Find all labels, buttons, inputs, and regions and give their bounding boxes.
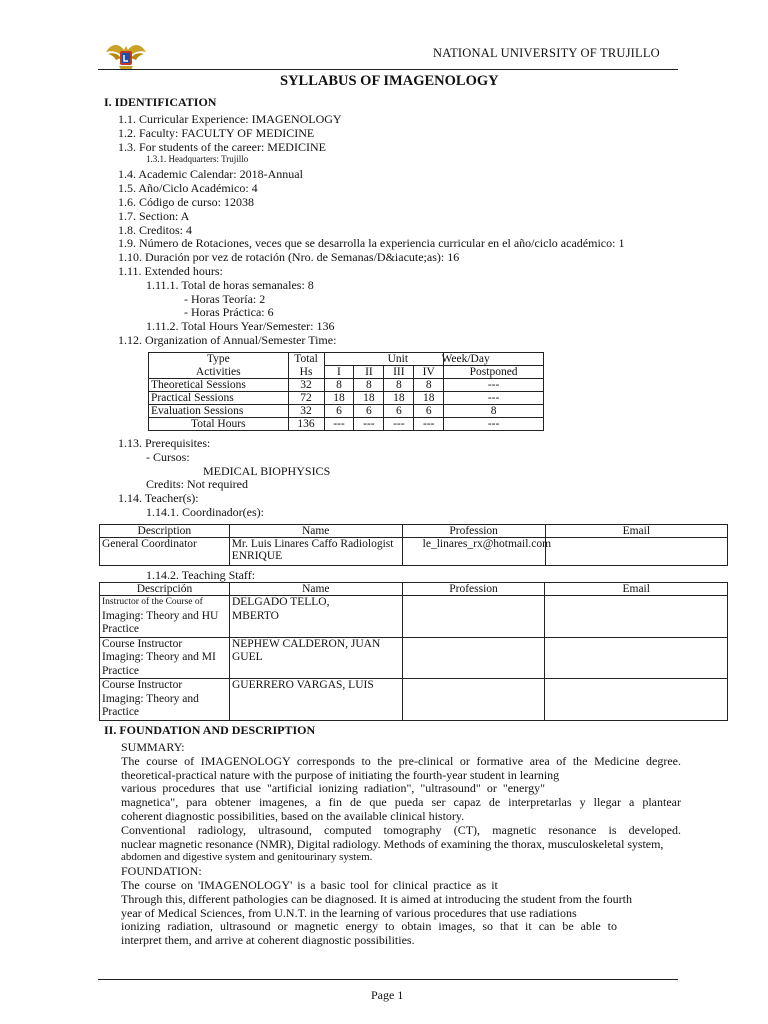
table-row	[100, 679, 728, 721]
cell: 8	[324, 379, 354, 392]
staff-header-email: Email	[545, 583, 728, 596]
identification-item: 1.8. Creditos: 4	[118, 222, 192, 237]
staff-header-profession: Profession	[402, 583, 545, 596]
coordinator-label: 1.14.1. Coordinador(es):	[146, 504, 264, 519]
cell: 32	[288, 379, 324, 392]
staff-description	[100, 679, 230, 721]
foundation-line: The course on 'IMAGENOLOGY' is a basic tool for clinical practice as it	[121, 877, 498, 892]
cell: 136	[288, 418, 324, 431]
coord-header-description: Description	[100, 525, 230, 538]
summary-line: Conventional radiology, ultrasound, computed tomography (CT), magnetic resonance is developed.	[121, 822, 681, 837]
header-weekday-label: Week/Day	[441, 353, 490, 365]
foundation-line: year of Medical Sciences, from U.N.T. in the learning of various procedures that use radiations	[121, 905, 577, 920]
cell: 8	[444, 405, 544, 418]
cell: Total Hours	[149, 418, 289, 431]
summary-line: The course of IMAGENOLOGY corresponds to the pre-clinical or formative area of the Medicine degree.	[121, 753, 681, 768]
courses-label: - Cursos:	[146, 449, 190, 464]
coord-header-profession: Profession	[402, 525, 545, 538]
coordinator-table	[99, 524, 728, 566]
cell: 8	[414, 379, 444, 392]
identification-item: 1.6. Código de curso: 12038	[118, 194, 254, 209]
practice-hours: - Horas Práctica: 6	[184, 305, 274, 320]
staff-description	[100, 637, 230, 679]
identification-list	[118, 113, 624, 348]
coord-description: General Coordinator	[100, 538, 230, 566]
organization-table	[148, 352, 544, 431]
summary-line: coherent diagnostic possibilities, based on the available clinical history.	[121, 808, 465, 823]
cell: ---	[414, 418, 444, 431]
cell: ---	[444, 392, 544, 405]
prerequisite-course: MEDICAL BIOPHYSICS	[203, 463, 331, 478]
header-unit	[324, 353, 444, 366]
staff-header-name: Name	[229, 583, 402, 596]
foundation-line: Through this, different pathologies can be diagnosed. It is aimed at introducing the student from the fourth	[121, 891, 632, 906]
prerequisites-label: 1.13. Prerequisites:	[118, 436, 211, 450]
staff-description	[100, 596, 230, 638]
coord-email-cell	[545, 538, 727, 566]
cell: 18	[354, 392, 384, 405]
coord-header-name: Name	[229, 525, 402, 538]
summary-line: nuclear magnetic resonance (NMR), Digital radiology. Methods of examining the thorax, musculoskeletal system,	[121, 836, 664, 851]
cell: 18	[384, 392, 414, 405]
staff-name	[229, 637, 402, 679]
staff-header-description: Descripción	[100, 583, 230, 596]
page-number: Page 1	[371, 988, 404, 1002]
teaching-staff-label: 1.14.2. Teaching Staff:	[146, 568, 256, 582]
coord-profession-email	[402, 538, 552, 566]
staff-name-line: MBERTO	[231, 609, 279, 622]
header-postponed: Postponed	[444, 366, 544, 379]
staff-description-line: Practice	[102, 664, 140, 677]
cell: 6	[324, 405, 354, 418]
prerequisites-block	[118, 437, 330, 520]
identification-item: 1.7. Section: A	[118, 208, 190, 223]
staff-email	[545, 596, 728, 638]
identification-item: 1.3. For students of the career: MEDICINE	[118, 139, 326, 154]
section-1-heading: I. IDENTIFICATION	[104, 95, 217, 109]
cell: Practical Sessions	[149, 392, 289, 405]
foundation-line: ionizing radiation, ultrasound or magnetic energy to obtain images, so that it can be able to	[121, 919, 617, 934]
identification-item: 1.1. Curricular Experience: IMAGENOLOGY	[118, 112, 342, 126]
cell: ---	[384, 418, 414, 431]
cell: ---	[354, 418, 384, 431]
staff-profession	[402, 596, 545, 638]
cell: ---	[444, 418, 544, 431]
staff-name-line: GUEL	[231, 651, 263, 663]
staff-profession	[402, 679, 545, 721]
summary-line: abdomen and digestive system and genitourinary system.	[121, 851, 373, 864]
theory-hours: - Horas Teoría: 2	[184, 291, 266, 306]
cell: Evaluation Sessions	[149, 405, 289, 418]
organization-label: 1.12. Organization of Annual/Semester Time:	[118, 332, 337, 347]
table-row	[100, 538, 728, 566]
staff-description-line: Practice	[102, 623, 140, 635]
teachers-label: 1.14. Teacher(s):	[118, 491, 199, 506]
staff-description-line: Instructor of the Course of	[102, 597, 203, 607]
header-rule	[98, 69, 678, 70]
summary-line: magnetica", para obtener imagenes, a fin de que pueda ser capaz de interpretarlas y llegar a plantear	[121, 795, 681, 810]
staff-name-line: GUERRERO VARGAS, LUIS	[231, 679, 374, 691]
coord-name-line: Mr. Luis Linares Caffo Radiologist	[231, 538, 394, 550]
university-crest-logo	[104, 38, 148, 72]
coord-name	[229, 538, 402, 566]
staff-name-line: DELGADO TELLO,	[231, 596, 330, 608]
header-type: Type	[149, 353, 289, 366]
summary-label: SUMMARY:	[121, 740, 185, 754]
cell: 18	[324, 392, 354, 405]
coord-email: le_linares_rx@hotmail.com	[422, 538, 552, 550]
cell: 6	[414, 405, 444, 418]
cell: 32	[288, 405, 324, 418]
identification-item: 1.5. Año/Ciclo Académico: 4	[118, 181, 258, 196]
headquarters-subitem: 1.3.1. Headquarters: Trujillo	[146, 154, 249, 165]
cell: ---	[444, 379, 544, 392]
summary-line: theoretical-practical nature with the purpose of initiating the fourth-year student in learning	[121, 767, 560, 782]
footer-rule	[98, 979, 678, 980]
header-unit-ii: II	[354, 366, 384, 379]
table-row	[149, 392, 544, 405]
identification-item: 1.10. Duración por vez de rotación (Nro. de Semanas/D&iacute;as): 16	[118, 250, 460, 265]
identification-item: 1.2. Faculty: FACULTY OF MEDICINE	[118, 125, 315, 140]
section-2-heading: II. FOUNDATION AND DESCRIPTION	[104, 723, 316, 737]
yearly-hours: 1.11.2. Total Hours Year/Semester: 136	[146, 319, 335, 334]
header-unit-iii: III	[384, 366, 414, 379]
cell: 8	[384, 379, 414, 392]
cell: 6	[384, 405, 414, 418]
staff-name	[229, 596, 402, 638]
coord-name-line: ENRIQUE	[231, 550, 283, 562]
staff-name	[229, 679, 402, 721]
staff-description-line: Course Instructor	[102, 679, 183, 691]
header-unit-iv: IV	[414, 366, 444, 379]
cell: 6	[354, 405, 384, 418]
cell: ---	[324, 418, 354, 431]
staff-name-line: NEPHEW CALDERON, JUAN	[231, 637, 381, 650]
table-row	[149, 418, 544, 431]
header-weekday	[441, 353, 544, 366]
teaching-staff-table	[99, 582, 728, 721]
staff-description-line: Imaging: Theory and MI	[102, 651, 216, 663]
header-unit-label: Unit	[387, 353, 409, 365]
staff-email	[545, 679, 728, 721]
document-title: SYLLABUS OF IMAGENOLOGY	[280, 73, 499, 89]
staff-description-line: Imaging: Theory and	[102, 692, 199, 705]
identification-item: 1.4. Academic Calendar: 2018-Annual	[118, 167, 303, 182]
summary-block	[121, 741, 681, 948]
cell: 18	[414, 392, 444, 405]
table-row	[149, 405, 544, 418]
header-activities: Activities	[149, 366, 289, 379]
table-row	[100, 596, 728, 638]
staff-description-line: Practice	[102, 706, 140, 718]
weekly-hours: 1.11.1. Total de horas semanales: 8	[146, 277, 314, 292]
identification-item: 1.9. Número de Rotaciones, veces que se desarrolla la experiencia curricular en el año/ciclo académico: 1	[118, 236, 625, 251]
identification-item: 1.11. Extended hours:	[118, 263, 223, 278]
coord-header-email: Email	[545, 525, 727, 538]
summary-line: various procedures that use "artificial ionizing radiation", "ultrasound" or "energy"	[121, 781, 546, 796]
university-name: NATIONAL UNIVERSITY OF TRUJILLO	[433, 46, 660, 60]
header-hs: Hs	[288, 366, 324, 379]
staff-description-line: Imaging: Theory and HU	[102, 609, 219, 622]
staff-description-line: Course Instructor	[102, 637, 183, 650]
cell: 8	[354, 379, 384, 392]
cell: Theoretical Sessions	[149, 379, 289, 392]
cell: 72	[288, 392, 324, 405]
header-total: Total	[288, 353, 324, 366]
table-row	[149, 379, 544, 392]
staff-email	[545, 637, 728, 679]
header-unit-i: I	[324, 366, 354, 379]
staff-profession	[402, 637, 545, 679]
foundation-line: interpret them, and arrive at coherent diagnostic possibilities.	[121, 933, 415, 948]
foundation-label: FOUNDATION:	[121, 864, 202, 879]
table-row	[100, 637, 728, 679]
prerequisite-credits: Credits: Not required	[146, 477, 248, 492]
